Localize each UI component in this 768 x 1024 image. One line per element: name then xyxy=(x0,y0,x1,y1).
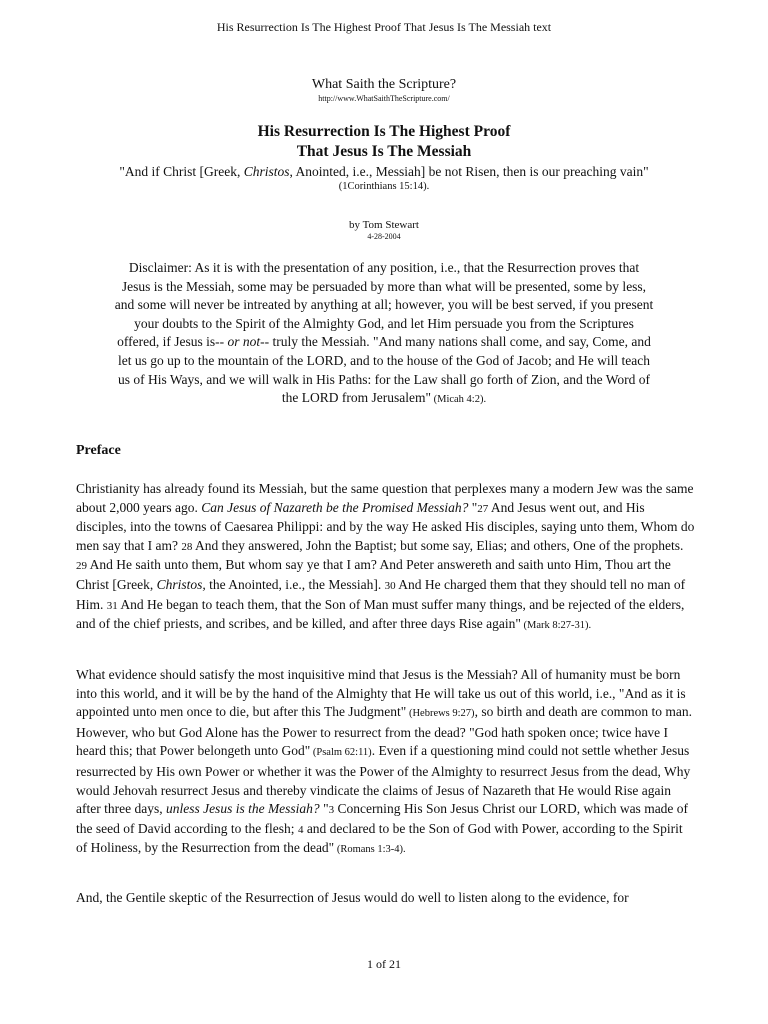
author-name: by Tom Stewart xyxy=(349,219,419,231)
running-header: His Resurrection Is The Highest Proof That Jesus Is The Messiah text xyxy=(216,20,552,34)
p1-text-5: And He saith unto them, But whom say ye that I am? And Peter answereth and saith unto Him, Thou art the Christ [Greek, xyxy=(76,557,671,592)
verse-number: 27 xyxy=(477,502,489,515)
p2-text-5: Concerning His Son Jesus Christ our LORD, which was made of the seed of David according to the flesh; xyxy=(76,801,689,836)
verse-number: 29 xyxy=(76,560,87,573)
epigraph-quote xyxy=(0,162,768,181)
epigraph-italic: Christos xyxy=(243,164,290,179)
verse-number: 31 xyxy=(106,599,118,612)
p1-text-7: And He charged them that they should tell no man of Him. xyxy=(76,576,686,612)
epigraph-text: "And if Christ [Greek, xyxy=(119,164,244,179)
article-title-block xyxy=(0,122,768,192)
p1-italic-2: Christos, xyxy=(156,576,206,592)
p1-text-1: Christianity has already found its Messiah, but the same question that perplexes many a modern Jew was the same about 2,000 years ago. xyxy=(76,481,694,515)
p2-text-3: . Even if a questioning mind could not settle whether Jesus resurrected by His own Power or whether it was the Power of the Almighty to resurrect Jesus from the dead, Why would Jehovah resurrect Jesus and thereby vindicate the claims of Jesus of Nazareth that He would Rise again after three days, xyxy=(76,743,691,817)
scripture-citation: (Psalm 62:11) xyxy=(310,747,372,759)
verse-number: 30 xyxy=(384,579,396,592)
preface-paragraph-2 xyxy=(76,666,696,860)
article-title-line1: His Resurrection Is The Highest Proof xyxy=(257,123,511,140)
verse-number: 4 xyxy=(297,823,304,836)
scripture-citation: (Hebrews 9:27) xyxy=(406,708,475,720)
p2-text-4: " xyxy=(319,801,329,817)
epigraph-reference: (1Corinthians 15:14). xyxy=(338,181,430,192)
p1-text-3: And Jesus went out, and His disciples, into the towns of Caesarea Philippi: and by the way He asked His disciples, saying unto them, Whom do men say that I am? xyxy=(76,499,695,553)
p1-text-2: " xyxy=(468,499,478,515)
article-title-line2: That Jesus Is The Messiah xyxy=(296,143,472,160)
byline xyxy=(0,218,768,242)
p2-text-2: , so birth and death are common to man. However, who but God Alone has the Power to resurrect from the dead? "God hath spoken once; twice have I heard this; that Power belongeth unto God" xyxy=(76,704,693,759)
p2-text-6: and declared to be the Son of God with Power, according to the Spirit of Holiness, by the Resurrection from the dead" xyxy=(76,820,683,856)
disclaimer-citation: (Micah 4:2). xyxy=(430,394,487,406)
site-title: What Saith the Scripture? xyxy=(311,77,457,92)
preface-paragraph-1 xyxy=(76,480,696,636)
site-masthead xyxy=(0,76,768,104)
scripture-citation: (Romans 1:3-4). xyxy=(334,844,406,856)
p2-italic-1: unless Jesus is the Messiah? xyxy=(165,801,320,817)
verse-number: 28 xyxy=(181,540,193,553)
page-indicator: 1 of 21 xyxy=(367,957,401,971)
p1-italic-1: Can Jesus of Nazareth be the Promised Messiah? xyxy=(201,499,469,515)
disclaimer-italic: or not xyxy=(227,334,261,350)
preface-paragraph-3 xyxy=(76,889,696,908)
epigraph-text-end: , Anointed, i.e., Messiah] be not Risen, then is our preaching vain" xyxy=(289,164,649,179)
disclaimer-text: Disclaimer: As it is with the presentation of any position, i.e., that the Resurrection proves that Jesus is the Messiah, some may be persuaded by more than what will be presented, some by less, and some will never be intreated by anything at all; however, you will be best served, if you present your doubts to the Spirit of the Almighty God, and let Him persuade you from the Scriptures offered, if Jesus is-- xyxy=(114,260,654,350)
site-url-link[interactable]: http://www.WhatSaithTheScripture.com/ xyxy=(318,94,450,103)
publish-date: 4-28-2004 xyxy=(367,232,401,241)
p1-text-6: the Anointed, i.e., the Messiah]. xyxy=(205,576,385,592)
p2-text-1: What evidence should satisfy the most inquisitive mind that Jesus is the Messiah? All of humanity must be born into this world, and it will be by the hand of the Almighty that He will take us out of this world, i.e., "And as it is appointed unto men once to die, but after this The Judgment" xyxy=(76,667,686,720)
p3-text-1: And, the Gentile skeptic of the Resurrection of Jesus would do well to listen along to the evidence, for xyxy=(76,890,629,905)
p1-text-8: And He began to teach them, that the Son of Man must suffer many things, and be rejected of the elders, and of the chief priests, and scribes, and be killed, and after three days Rise again" xyxy=(76,596,685,632)
verse-number: 3 xyxy=(328,804,335,817)
scripture-citation: (Mark 8:27-31). xyxy=(520,620,592,632)
disclaimer-text-end: -- truly the Messiah. "And many nations shall come, and say, Come, and let us go up to the mountain of the LORD, and to the house of the God of Jacob; and He will teach us of His Ways, and we will walk in His Paths: for the Law shall go forth of Zion, and the Word of the LORD from Jerusalem" xyxy=(117,334,651,406)
preface-heading: Preface xyxy=(76,443,121,458)
disclaimer-paragraph xyxy=(114,259,654,410)
p1-text-4: And they answered, John the Baptist; but some say, Elias; and others, One of the prophets. xyxy=(192,537,684,553)
